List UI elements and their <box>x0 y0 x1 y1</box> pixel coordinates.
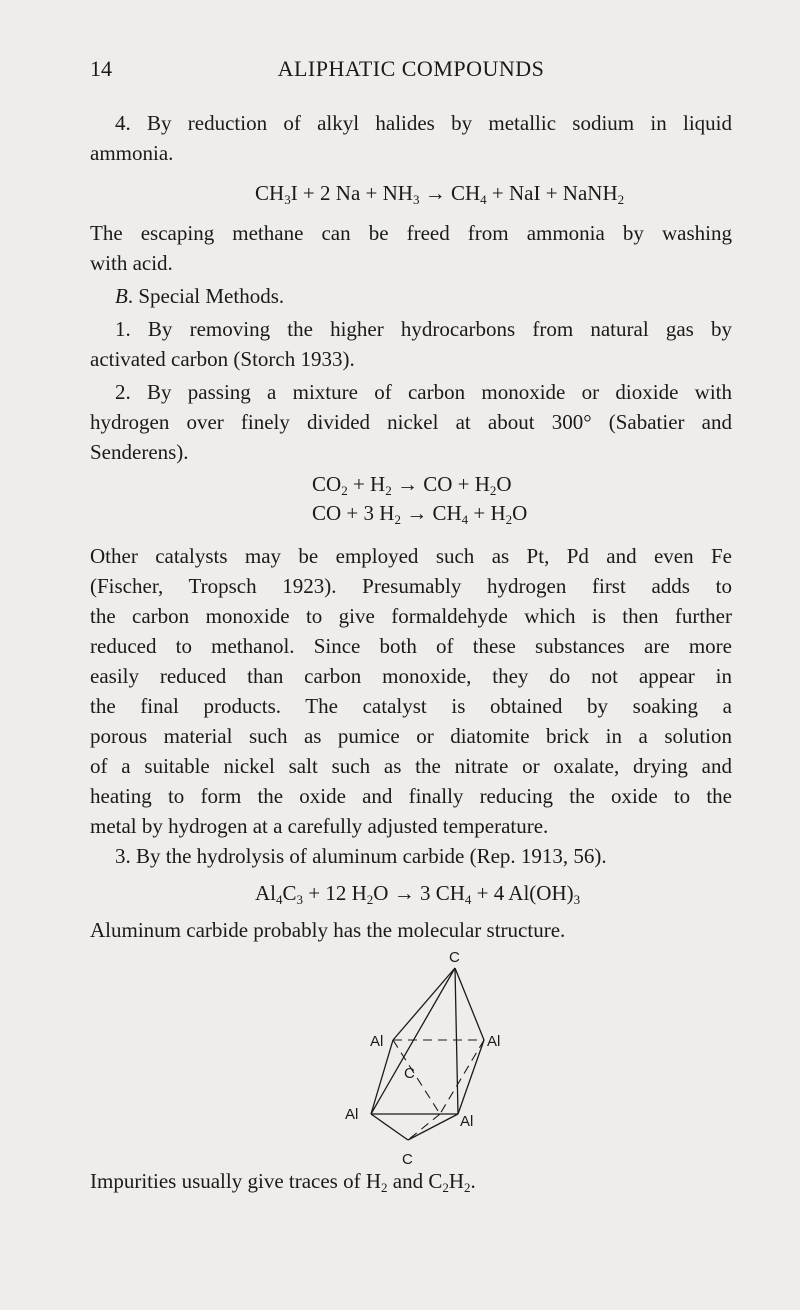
edge-top-left-rear <box>393 968 455 1040</box>
structure-intro: Aluminum carbide probably has the molecular structure. <box>90 918 566 942</box>
impurities-line: Impurities usually give traces of $H_2$ and $C_2H_2$. <box>90 1169 476 1195</box>
edge-top-right-rear <box>455 968 484 1040</box>
escape-line-2: with acid. <box>90 251 173 275</box>
item-2-line-1: 2. By passing a mixture of carbon monoxide or dioxide with <box>115 380 732 404</box>
catalysts-line-6: the final products. The catalyst is obtained by soaking a <box>90 694 732 718</box>
catalysts-line-5: easily reduced than carbon monoxide, they do not appear in <box>90 664 732 688</box>
section-4-line-1: 4. By reduction of alkyl halides by metallic sodium in liquid <box>115 111 732 135</box>
item-2-line-3: Senderens). <box>90 440 189 464</box>
catalysts-line-1: Other catalysts may be employed such as Pt, Pd and even Fe <box>90 544 732 568</box>
edge-right-side <box>458 1040 484 1114</box>
equation-methane-from-methyl-iodide: $CH_3I + 2$ $Na + NH_3 \to CH_4$ + NaI + NaNH$_2$ <box>255 181 625 207</box>
item-1-line-1: 1. By removing the higher hydrocarbons from natural gas by <box>115 317 732 341</box>
catalysts-line-10: metal by hydrogen at a carefully adjusted temperature. <box>90 814 549 838</box>
item-3-line-1: 3. By the hydrolysis of aluminum carbide (Rep. 1913, 56). <box>115 844 607 868</box>
catalysts-line-2: (Fischer, Tropsch 1923). Presumably hydrogen first adds to <box>90 574 732 598</box>
edge-rear-bottom-dashed <box>408 1114 440 1140</box>
label-top-carbon: C <box>449 949 460 966</box>
label-al-lower-right: Al <box>460 1113 474 1130</box>
catalysts-line-7: porous material such as pumice or diatomite brick in a solution <box>90 724 732 748</box>
running-title: ALIPHATIC COMPOUNDS <box>277 56 545 81</box>
page-number: 14 <box>90 56 112 81</box>
label-bottom-carbon: C <box>402 1151 413 1168</box>
label-al-lower-left: Al <box>345 1106 359 1123</box>
section-b-heading: B. Special Methods. <box>115 284 285 308</box>
catalysts-line-3: the carbon monoxide to give formaldehyde which is then further <box>90 604 732 628</box>
catalysts-line-4: reduced to methanol. Since both of these substances are more <box>90 634 732 658</box>
equation-co2-reduction: $CO_2 + H_2$ → CO + $H_2O$ <box>312 472 512 498</box>
item-2-line-2: hydrogen over finely divided nickel at about 300° (Sabatier and <box>90 410 732 434</box>
label-al-upper-right: Al <box>487 1033 501 1050</box>
edge-rear-left-dashed <box>393 1040 440 1114</box>
equation-co-methanation: CO + 3 $H_2 \to CH_4 + H_2O$ <box>312 501 528 527</box>
label-center-carbon: C <box>404 1065 415 1082</box>
label-al-upper-left: Al <box>370 1033 384 1050</box>
escape-line-1: The escaping methane can be freed from ammonia by washing <box>90 221 732 245</box>
catalysts-line-8: of a suitable nickel salt such as the nitrate or oxalate, drying and <box>90 754 732 778</box>
edge-bottom-right <box>408 1114 458 1140</box>
catalysts-line-9: heating to form the oxide and finally reducing the oxide to the <box>90 784 732 808</box>
item-1-line-2: activated carbon (Storch 1933). <box>90 347 355 371</box>
section-4-line-2: ammonia. <box>90 141 174 165</box>
edge-bottom-left <box>371 1114 408 1140</box>
edge-top-front-left <box>371 968 455 1114</box>
edge-top-front-right <box>455 968 458 1114</box>
edge-left-side <box>371 1040 393 1114</box>
equation-aluminum-carbide-hydrolysis: $Al_4C_3 + 12$ $H_2O \to 3$ $CH_4 + 4$ $Al(OH)_3$ <box>255 881 581 907</box>
